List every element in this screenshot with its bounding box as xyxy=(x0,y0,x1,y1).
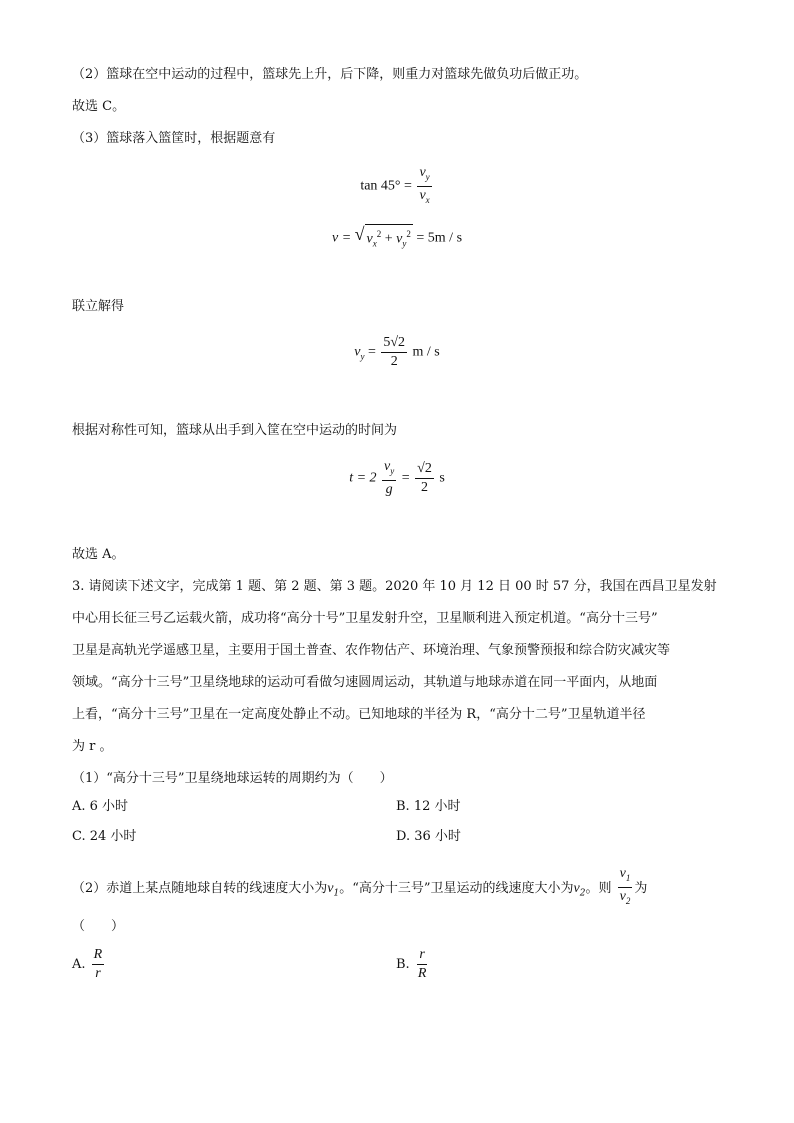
question-3-line: 领域。“高分十三号”卫星绕地球的运动可看做匀速圆周运动，其轨道与地球赤道在同一平面内，从地面 xyxy=(72,675,658,690)
question-3-line: 3. 请阅读下述文字，完成第 1 题、第 2 题、第 3 题。2020 年 10 月 12 日 00 时 57 分，我国在西昌卫星发射 xyxy=(72,579,717,594)
solution-2-text: （2）篮球在空中运动的过程中，篮球先上升，后下降，则重力对篮球先做负功后做正功。 xyxy=(72,67,588,82)
question-3-line: 为 r 。 xyxy=(72,739,113,754)
question-3-line: 上看，“高分十三号”卫星在一定高度处静止不动。已知地球的半径为 R，“高分十二号”卫星轨道半径 xyxy=(72,707,646,722)
option-c: C. 24 小时 xyxy=(72,829,137,844)
option-a: A. 6 小时 xyxy=(72,799,129,814)
joint-solve-text: 联立解得 xyxy=(72,299,125,314)
equation-tan: tan 45° = $\frac{v_y}{v_x}$ xyxy=(360,165,430,205)
option-d: D. 36 小时 xyxy=(396,829,461,844)
option-b-fraction: B. $\frac{r}{R}$ xyxy=(396,947,427,981)
solution-3-intro: （3）篮球落入篮筐时，根据题意有 xyxy=(72,131,276,146)
option-b: B. 12 小时 xyxy=(396,799,461,814)
equation-speed: v = √ $v_x^2 + v_y^2$ = 5m / s xyxy=(0,224,794,252)
equation-vy: $v_y$ = $\frac{5√2}{2}$ m / s xyxy=(354,335,440,369)
question-3-2-stem: （2）赤道上某点随地球自转的线速度大小为$v_1$。“高分十三号”卫星运动的线速度大小为$v_2$。则 $\frac{v_1}{v_2}$ 为 xyxy=(72,866,648,906)
solution-2-answer: 故选 C。 xyxy=(72,99,126,114)
symmetry-text: 根据对称性可知，篮球从出手到入筐在空中运动的时间为 xyxy=(72,423,398,438)
question-3-line: 中心用长征三号乙运载火箭，成功将“高分十号”卫星发射升空，卫星顺利进入预定机道。“高分十三号” xyxy=(72,611,658,626)
option-a-fraction: A. $\frac{R}{r}$ xyxy=(72,947,103,981)
question-3-2-paren: （ ） xyxy=(72,919,125,934)
solution-3-answer: 故选 A。 xyxy=(72,547,125,562)
question-3-1-stem: （1）“高分十三号”卫星绕地球运转的周期约为（ ） xyxy=(72,771,393,786)
question-3-line: 卫星是高轨光学遥感卫星，主要用于国土普查、农作物估产、环境治理、气象预警预报和综合防灾减灾等 xyxy=(72,643,671,658)
equation-time: t = 2 $\frac{v_y}{g}$ = $\frac{√2}{2}$ s xyxy=(349,459,445,497)
